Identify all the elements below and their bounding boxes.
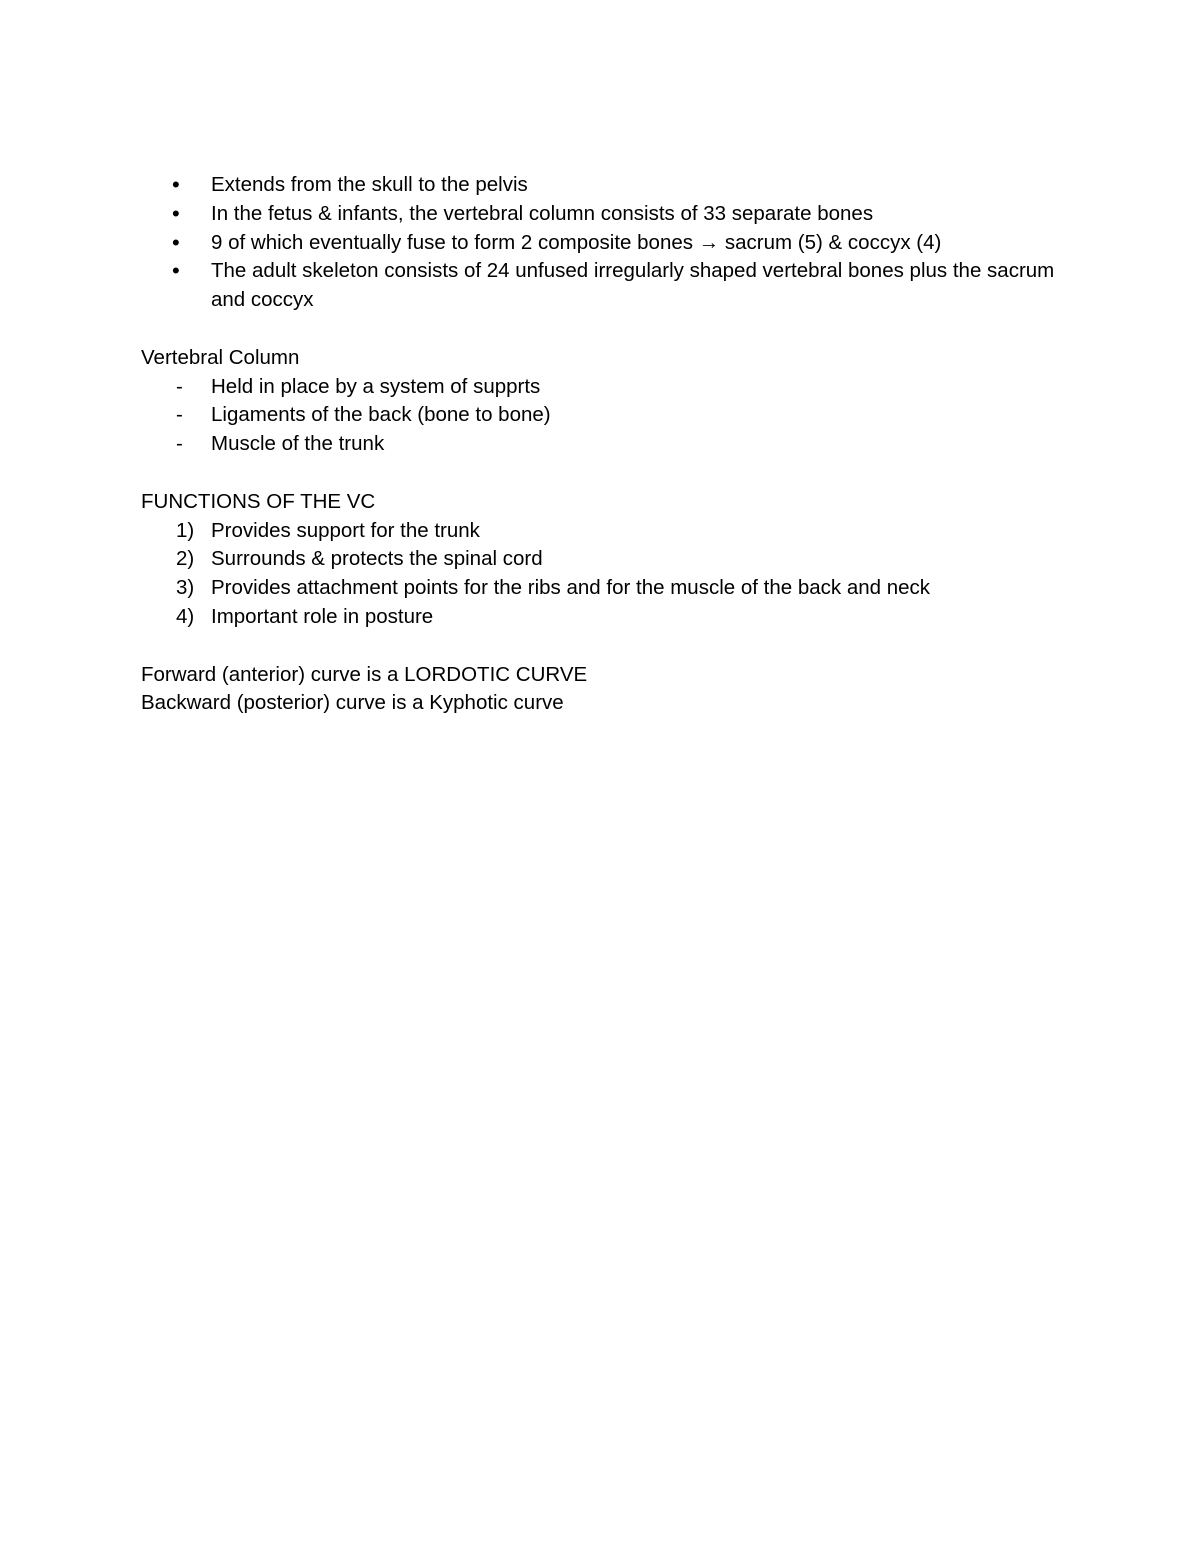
list-item — [141, 257, 1061, 315]
list-item-text: Extends from the skull to the pelvis — [211, 173, 528, 196]
bullet-icon: • — [172, 229, 180, 255]
list-item-text: Important role in posture — [211, 604, 434, 628]
list-number: 3) — [176, 576, 195, 600]
list-item-text: In the fetus & infants, the vertebral column consists of 33 separate bones — [211, 201, 874, 225]
list-item-text: Provides attachment points for the ribs and for the muscle of the back and neck — [211, 576, 931, 600]
list-item-text: The adult skeleton consists of 24 unfused irregularly shaped vertebral bones plus the sacrum and coccyx — [211, 259, 1055, 312]
list-number: 4) — [176, 604, 195, 628]
spacer — [141, 459, 1061, 488]
list-item — [141, 401, 1061, 430]
section-heading-functions: FUNCTIONS OF THE VC — [141, 489, 376, 513]
list-item — [141, 430, 1061, 459]
dash-list — [141, 373, 1061, 459]
list-item — [141, 200, 1061, 229]
dash-icon: - — [176, 374, 183, 398]
list-item-text: Held in place by a system of supprts — [211, 374, 541, 398]
bullet-icon: • — [172, 172, 180, 197]
bullet-icon: • — [172, 258, 180, 284]
document-body — [141, 171, 1061, 718]
list-item-text: Muscle of the trunk — [211, 432, 385, 456]
spacer — [141, 632, 1061, 661]
list-item-text: 9 of which eventually fuse to form 2 composite bones → sacrum (5) & coccyx (4) — [211, 230, 942, 254]
list-item-text: Surrounds & protects the spinal cord — [211, 547, 543, 571]
curve-note-forward: Forward (anterior) curve is a LORDOTIC CURVE — [141, 662, 588, 686]
list-item — [141, 603, 1061, 632]
list-item — [141, 171, 1061, 200]
list-item — [141, 229, 1061, 258]
list-item — [141, 545, 1061, 574]
list-item — [141, 574, 1061, 603]
list-number: 1) — [176, 518, 195, 542]
list-item-text: Provides support for the trunk — [211, 518, 480, 542]
bullet-icon: • — [172, 200, 180, 226]
numbered-list — [141, 517, 1061, 632]
section-heading-vertebral: Vertebral Column — [141, 345, 300, 369]
list-number: 2) — [176, 547, 195, 571]
bullet-list — [141, 171, 1061, 315]
list-item-text: Ligaments of the back (bone to bone) — [211, 403, 551, 427]
list-item — [141, 373, 1061, 402]
dash-icon: - — [176, 432, 183, 456]
dash-icon: - — [176, 403, 183, 427]
list-item — [141, 517, 1061, 546]
spacer — [141, 315, 1061, 344]
curve-note-backward: Backward (posterior) curve is a Kyphotic curve — [141, 691, 564, 715]
